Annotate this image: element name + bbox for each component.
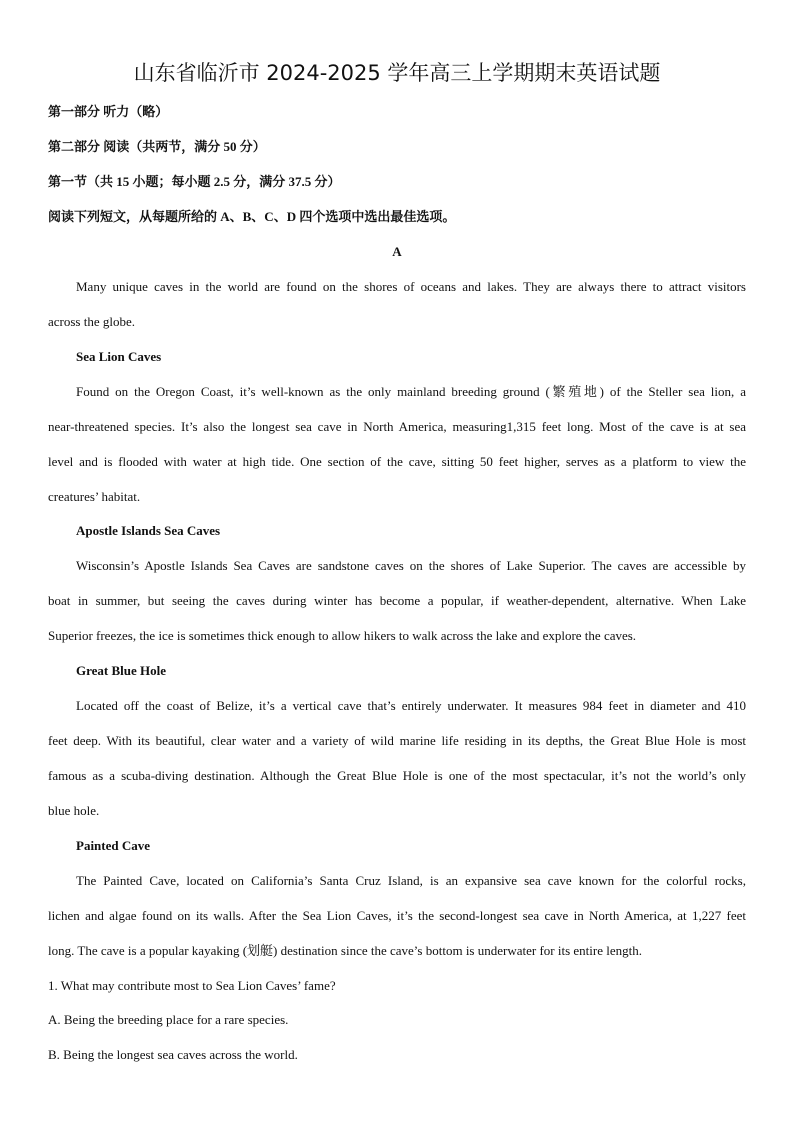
- paragraph-line: Superior freezes, the ice is sometimes thick enough to allow hikers to walk across the lake and explore the caves.: [48, 628, 637, 643]
- part-two-heading: 第二部分 阅读（共两节，满分 50 分）: [48, 139, 266, 154]
- paragraph-line: famous as a scuba-diving destination. Although the Great Blue Hole is one of the most spectacular, it’s not the world’s only: [48, 768, 746, 783]
- part-one-heading: 第一部分 听力（略）: [48, 104, 169, 119]
- question-1-option-b: B. Being the longest sea caves across the world.: [48, 1047, 298, 1062]
- section-heading-sea-lion-caves: Sea Lion Caves: [76, 349, 162, 364]
- paragraph-line: lichen and algae found on its walls. After the Sea Lion Caves, it’s the second-longest sea cave in North America, at 1,227 feet: [48, 908, 746, 923]
- paragraph-line: Located off the coast of Belize, it’s a vertical cave that’s entirely underwater. It measures 984 feet in diameter and 410: [76, 698, 746, 713]
- paragraph-line: boat in summer, but seeing the caves during winter has become a popular, if weather-dependent, alternative. When Lake: [48, 593, 746, 608]
- document-title: 山东省临沂市 2024-2025 学年高三上学期期末英语试题: [133, 61, 661, 85]
- section-one-heading: 第一节（共 15 小题；每小题 2.5 分，满分 37.5 分）: [48, 174, 341, 189]
- paragraph-line: Found on the Oregon Coast, it’s well-known as the only mainland breeding ground (繁殖地) of the Steller sea lion, a: [76, 384, 746, 399]
- paragraph-line: blue hole.: [48, 803, 100, 818]
- paragraph-line: feet deep. With its beautiful, clear water and a variety of wild marine life residing in its depths, the Great Blue Hole is most: [48, 733, 746, 748]
- paragraph-line: level and is flooded with water at high tide. One section of the cave, sitting 50 feet higher, serves as a platform to view the: [48, 454, 746, 469]
- paragraph-line: The Painted Cave, located on California’s Santa Cruz Island, is an expansive sea cave known for the colorful rocks,: [76, 873, 746, 888]
- intro-line-1: Many unique caves in the world are found on the shores of oceans and lakes. They are always there to attract visitors: [76, 279, 746, 294]
- section-heading-painted-cave: Painted Cave: [76, 838, 151, 853]
- intro-line-2: across the globe.: [48, 314, 136, 329]
- paragraph-line: near-threatened species. It’s also the longest sea cave in North America, measuring1,315 feet long. Most of the cave is at sea: [48, 419, 746, 434]
- paragraph-line: Wisconsin’s Apostle Islands Sea Caves are sandstone caves on the shores of Lake Superior. The caves are accessible by: [76, 558, 746, 573]
- section-heading-great-blue-hole: Great Blue Hole: [76, 663, 167, 678]
- question-1-stem: 1. What may contribute most to Sea Lion Caves’ fame?: [48, 978, 336, 993]
- instruction-text: 阅读下列短文，从每题所给的 A、B、C、D 四个选项中选出最佳选项。: [48, 209, 456, 224]
- question-1-option-a: A. Being the breeding place for a rare species.: [48, 1012, 289, 1027]
- paragraph-line: long. The cave is a popular kayaking (划艇) destination since the cave’s bottom is underwater for its entire length.: [48, 943, 642, 958]
- paragraph-line: creatures’ habitat.: [48, 489, 141, 504]
- passage-label: A: [392, 244, 402, 259]
- section-heading-apostle-islands: Apostle Islands Sea Caves: [76, 523, 221, 538]
